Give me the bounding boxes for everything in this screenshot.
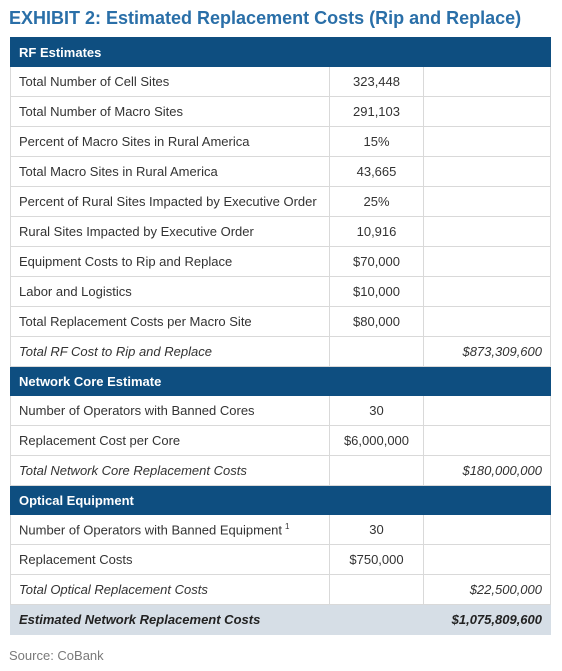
table-row <box>11 545 551 575</box>
subtotal-value: $873,309,600 <box>424 337 551 367</box>
row-label: Total Number of Macro Sites <box>11 97 330 127</box>
grand-total-empty <box>330 605 424 635</box>
table-row <box>11 187 551 217</box>
row-total-empty <box>424 426 551 456</box>
row-total-empty <box>424 396 551 426</box>
row-label: Replacement Cost per Core <box>11 426 330 456</box>
row-label: Percent of Macro Sites in Rural America <box>11 127 330 157</box>
table-row <box>11 67 551 97</box>
row-value: $70,000 <box>330 247 424 277</box>
row-value: $750,000 <box>330 545 424 575</box>
row-value: 15% <box>330 127 424 157</box>
section-header-label: Optical Equipment <box>11 486 551 515</box>
subtotal-label: Total Optical Replacement Costs <box>11 575 330 605</box>
row-label: Total Number of Cell Sites <box>11 67 330 97</box>
subtotal-row-optical <box>11 575 551 605</box>
subtotal-label: Total Network Core Replacement Costs <box>11 456 330 486</box>
grand-total-row <box>11 605 551 635</box>
row-value: 25% <box>330 187 424 217</box>
footnote-marker: 1 <box>285 521 290 531</box>
section-header-core <box>11 367 551 396</box>
row-label: Rural Sites Impacted by Executive Order <box>11 217 330 247</box>
row-total-empty <box>424 187 551 217</box>
subtotal-value: $180,000,000 <box>424 456 551 486</box>
row-total-empty <box>424 515 551 545</box>
table-row <box>11 157 551 187</box>
row-label: Number of Operators with Banned Cores <box>11 396 330 426</box>
row-value: 30 <box>330 396 424 426</box>
subtotal-row-core <box>11 456 551 486</box>
row-total-empty <box>424 67 551 97</box>
table-row <box>11 247 551 277</box>
row-total-empty <box>424 217 551 247</box>
table-row <box>11 217 551 247</box>
row-value: 30 <box>330 515 424 545</box>
row-value: 10,916 <box>330 217 424 247</box>
row-label: Replacement Costs <box>11 545 330 575</box>
subtotal-label: Total RF Cost to Rip and Replace <box>11 337 330 367</box>
row-total-empty <box>424 247 551 277</box>
row-label: Number of Operators with Banned Equipment <box>19 522 283 538</box>
row-total-empty <box>424 127 551 157</box>
row-label: Labor and Logistics <box>11 277 330 307</box>
row-value: $10,000 <box>330 277 424 307</box>
row-total-empty <box>424 545 551 575</box>
row-label: Total Replacement Costs per Macro Site <box>11 307 330 337</box>
row-label-with-footnote <box>11 515 330 545</box>
subtotal-value-empty <box>330 575 424 605</box>
row-value: $6,000,000 <box>330 426 424 456</box>
grand-total-value: $1,075,809,600 <box>424 605 551 635</box>
table-row <box>11 277 551 307</box>
row-value: $80,000 <box>330 307 424 337</box>
row-total-empty <box>424 307 551 337</box>
row-value: 323,448 <box>330 67 424 97</box>
table-row <box>11 307 551 337</box>
subtotal-value: $22,500,000 <box>424 575 551 605</box>
subtotal-value-empty <box>330 337 424 367</box>
row-total-empty <box>424 157 551 187</box>
subtotal-value-empty <box>330 456 424 486</box>
table-row <box>11 97 551 127</box>
row-label: Equipment Costs to Rip and Replace <box>11 247 330 277</box>
row-label: Total Macro Sites in Rural America <box>11 157 330 187</box>
table-row <box>11 515 551 545</box>
grand-total-label: Estimated Network Replacement Costs <box>11 605 330 635</box>
section-header-label: Network Core Estimate <box>11 367 551 396</box>
row-total-empty <box>424 277 551 307</box>
table-row <box>11 396 551 426</box>
source-note: Source: CoBank <box>9 648 104 663</box>
row-value: 291,103 <box>330 97 424 127</box>
row-value: 43,665 <box>330 157 424 187</box>
replacement-costs-table <box>10 37 551 635</box>
exhibit-title: EXHIBIT 2: Estimated Replacement Costs (Rip and Replace) <box>9 8 522 28</box>
table-row <box>11 127 551 157</box>
row-label: Percent of Rural Sites Impacted by Executive Order <box>11 187 330 217</box>
subtotal-row-rf <box>11 337 551 367</box>
section-header-rf <box>11 38 551 67</box>
section-header-optical <box>11 486 551 515</box>
section-header-label: RF Estimates <box>11 38 551 67</box>
table-row <box>11 426 551 456</box>
row-total-empty <box>424 97 551 127</box>
